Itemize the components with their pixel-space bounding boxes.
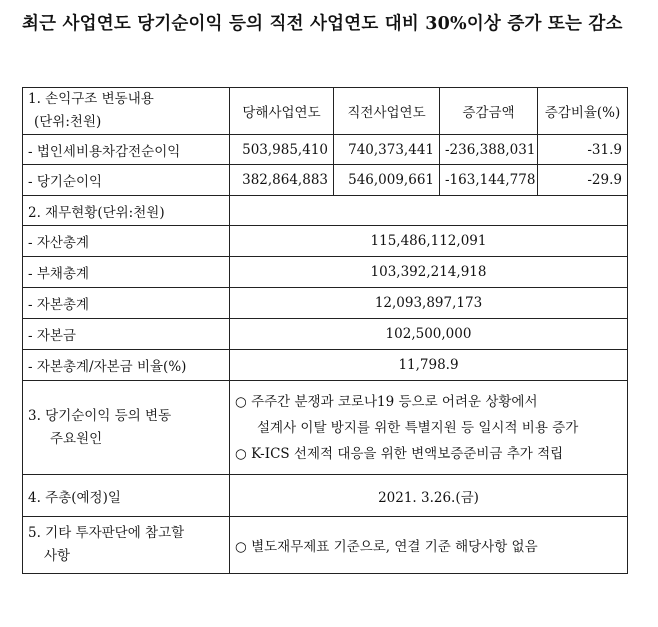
row-label-pretax-income: - 법인세비용차감전순이익	[23, 135, 230, 165]
row-label-capital-stock: - 자본금	[23, 319, 230, 350]
table-row	[23, 135, 628, 165]
reason-section-label	[23, 381, 230, 475]
table-row	[23, 350, 628, 381]
row-label-equity-ratio: - 자본총계/자본금 비율(%)	[23, 350, 230, 381]
value-equity-ratio: 11,798.9	[230, 350, 628, 381]
col-header-change-ratio: 증감비율(%)	[538, 88, 628, 135]
value-total-equity: 12,093,897,173	[230, 288, 628, 319]
other-value: ○ 별도재무제표 기준으로, 연결 기준 해당사항 없음	[230, 517, 628, 574]
row-label-total-equity: - 자본총계	[23, 288, 230, 319]
financial-section-label: 2. 재무현황(단위:천원)	[23, 196, 230, 226]
value-pretax-prior: 740,373,441	[334, 135, 440, 165]
value-total-assets: 115,486,112,091	[230, 226, 628, 257]
income-header-row	[23, 88, 628, 135]
value-pretax-current: 503,985,410	[230, 135, 334, 165]
other-label-line1: 5. 기타 투자판단에 참고할	[28, 525, 185, 541]
reason-content	[230, 381, 628, 475]
reason-label-line1: 3. 당기순이익 등의 변동	[28, 407, 172, 424]
col-header-current-year: 당해사업연도	[230, 88, 334, 135]
financial-header-row	[23, 196, 628, 226]
income-section-title: 1. 손익구조 변동내용	[28, 91, 154, 107]
value-pretax-change: -236,388,031	[440, 135, 538, 165]
table-row	[23, 319, 628, 350]
table-row	[23, 288, 628, 319]
value-pretax-ratio: -31.9	[538, 135, 628, 165]
income-section-label	[23, 88, 230, 135]
table-row	[23, 226, 628, 257]
reason-item-2: ○ K-ICS 선제적 대응을 위한 변액보증준비금 추가 적립	[235, 445, 564, 462]
reason-row	[23, 381, 628, 475]
reason-item-1-cont: 설계사 이탈 방지를 위한 특별지원 등 일시적 비용 증가	[257, 419, 579, 436]
meeting-row	[23, 475, 628, 517]
meeting-label: 4. 주총(예정)일	[23, 475, 230, 517]
row-label-net-income: - 당기순이익	[23, 165, 230, 196]
value-net-change: -163,144,778	[440, 165, 538, 196]
col-header-prior-year: 직전사업연도	[334, 88, 440, 135]
other-label-line2: 사항	[44, 548, 71, 564]
col-header-change-amount: 증감금액	[440, 88, 538, 135]
income-section-unit: (단위:천원)	[34, 114, 102, 130]
table-row	[23, 257, 628, 288]
value-net-ratio: -29.9	[538, 165, 628, 196]
meeting-date: 2021. 3.26.(금)	[230, 475, 628, 517]
other-row	[23, 517, 628, 574]
row-label-total-liabilities: - 부채총계	[23, 257, 230, 288]
table-row	[23, 165, 628, 196]
value-total-liabilities: 103,392,214,918	[230, 257, 628, 288]
value-net-current: 382,864,883	[230, 165, 334, 196]
row-label-total-assets: - 자산총계	[23, 226, 230, 257]
disclosure-table	[22, 87, 628, 574]
page-title: 최근 사업연도 당기순이익 등의 직전 사업연도 대비 30%이상 증가 또는 감소	[22, 14, 623, 34]
reason-item-1: ○ 주주간 분쟁과 코로나19 등으로 어려운 상황에서	[235, 393, 538, 410]
reason-label-line2: 주요원인	[50, 430, 103, 447]
financial-header-empty	[230, 196, 628, 226]
other-label	[23, 517, 230, 574]
value-capital-stock: 102,500,000	[230, 319, 628, 350]
value-net-prior: 546,009,661	[334, 165, 440, 196]
